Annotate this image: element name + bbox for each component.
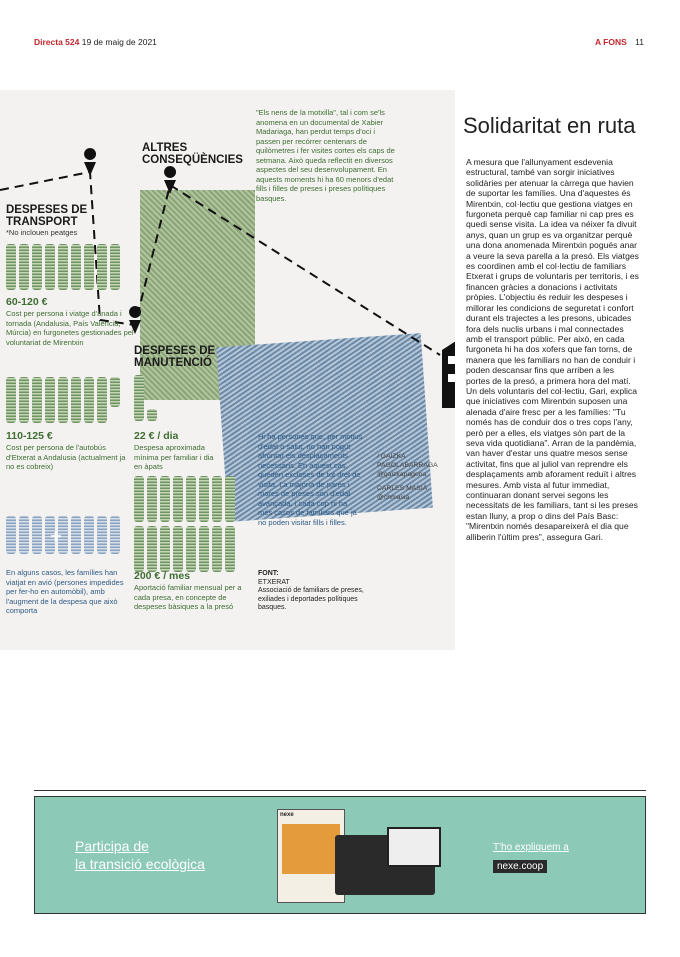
section-name: A FONS	[595, 37, 627, 47]
ad-url[interactable]: nexe.coop	[493, 860, 547, 873]
credit-line: @chmasia	[377, 494, 410, 501]
advertisement[interactable]	[34, 796, 646, 914]
transport-cost1-amount: 60-120 €	[6, 296, 48, 308]
ad-cta[interactable]: T'ho expliquem a	[493, 842, 569, 853]
credit-line: CARLES MASIÀ	[377, 485, 428, 492]
coins-food-month	[134, 476, 244, 572]
food-day-amount: 22 € / dia	[134, 430, 179, 442]
food-day-text: Despesa aproximada mínima per familiar i dia en àpats	[134, 443, 214, 471]
map-pin-icon	[164, 166, 176, 194]
coins-transport-2	[6, 377, 120, 423]
source-block	[258, 570, 368, 613]
transport-title: DESPESES DE TRANSPORT	[6, 204, 88, 228]
transport-cost1-text: Cost per persona i viatge d'anada i tornada (Andalusia, País Valencià, Múrcia) en furgonetes gestionades pel voluntariat de Mirentxin	[6, 309, 134, 347]
other-text: "Els nens de la motxilla", tal i com se'ls anomena en un documental de Xabier Madariaga, han perdut temps d'oci i passen per recórrer centenars de quilòmetres i fer visites cortes els caps de setmana. Això queda reflectit en diversos aspectes del seu desenvolupament. En aquests moments hi ha 60 menors d'edat fills i filles de preses i preses polítiques basques.	[256, 108, 395, 203]
other-title: ALTRES CONSEQÜÈNCIES	[142, 142, 243, 166]
magazine-title: nexe	[280, 812, 294, 818]
credit-line: / GAIZKA	[377, 453, 406, 460]
plus-icon: +	[50, 526, 62, 548]
article-paragraph: A mesura que l'allunyament esdevenia estructural, també van sorgir iniciatives solidàries per atenuar la càrrega que havien de suportar les famílies. Una d'aquestes és Mirentxin, col·lectiu que gestiona viatges en furgoneta perquè cap familiar ni cap pres es quedi sense visita. La idea va néixer fa divuit anys, quan un grup es va organitzar perquè una dona anomenada Mirentxin pogués anar a veure la seva parella a la presó. Els viatges es coordinen amb el col·lectiu de familiars Etxerat i grups de voluntaris per territoris, i es financen gràcies a donacions i activitats pròpies. L'objectiu és reduir les despeses i millorar les condicions de seguretat i confort durant els trajectes a les presons, ubicades fora dels nuclis urbans i mal connectades amb el transport públic. Per això, en cada furgoneta hi ha dos xofers que fan torns, de manera que les familiars no han de conduir i poden descansar fins que arriben a les portes de la presó, a primera hora del matí. Un dels voluntaris del col·lectiu, Gari, explica que iniciatives com Mirentxin suposen una alenada d'aire fresc per a les famílies: "Tu només has de conduir dos o tres cops l'any, però per a elles, els viatges són part de la seva vida quotidiana". Arran de la pandèmia, van haver d'estar uns quatre mesos sense activitat, fins que al juliol van reprendre els desplaçaments amb aforament reduït i altres mesures. Amb vista al futur immediat, continuaran donant servei segons les necessitats de les familiars, tant si les preses estan lluny, a prop o dins del País Basc: "Mirentxin només desapareixerà el dia que alliberin l'últim pres", assegura Gari.	[466, 157, 639, 542]
ad-line: la transició ecològica	[75, 856, 205, 872]
ad-line: Participa de	[75, 838, 149, 854]
food-month-amount: 200 € / mes	[134, 570, 191, 582]
credit-line: @gaizkapagona	[377, 471, 427, 478]
prison-building-icon	[440, 330, 455, 410]
divider	[34, 790, 646, 791]
article-title: Solidaritat en ruta	[463, 113, 636, 138]
map-pin-icon	[84, 148, 96, 176]
transport-note: *No inclouen peatges	[6, 228, 78, 237]
page-header-right	[595, 37, 644, 47]
ad-headline	[75, 837, 205, 873]
people-text: Hi ha persones que, per motius d'edat o salut, no han pogut afrontar els desplaçaments necessaris. En aquest cas, queden excloses de tot dret de visita. La majoria de pares i mares de preses són d'edat avançada, i cada cop hi ha més casos de familiars que ja no poden visitar fills i filles.	[258, 432, 363, 527]
coins-transport-plane	[6, 516, 120, 554]
infographic	[0, 90, 455, 650]
source-org: ETXERAT	[258, 578, 290, 586]
page-number: 11	[635, 37, 644, 47]
brand-name: Directa 524	[34, 37, 80, 47]
transport-cost2-text: Cost per persona de l'autobús d'Etxerat a Andalusia (actualment ja no es cobreix)	[6, 443, 126, 471]
page-header-left	[34, 37, 157, 47]
tablet-screen	[387, 827, 441, 867]
credit-line: PAGOLABARRAGA	[377, 462, 438, 469]
food-month-text: Aportació familiar mensual per a cada presa, en concepte de despeses bàsiques a la presó	[134, 583, 242, 611]
photo-credits	[377, 452, 438, 502]
transport-cost2-amount: 110-125 €	[6, 430, 53, 442]
source-desc: Associació de familiars de preses, exiliades i deportades polítiques basques.	[258, 587, 364, 611]
article-body	[466, 157, 640, 542]
food-title: DESPESES DE MANUTENCIÓ	[134, 345, 216, 369]
plane-text: En alguns casos, les famílies han viatjat en avió (persones impedides per fer-ho en automòbil), amb l'augment de la despesa que això comporta	[6, 568, 124, 615]
source-label: FONT:	[258, 570, 279, 577]
issue-date: 19 de maig de 2021	[81, 37, 157, 47]
coins-transport-1	[6, 244, 120, 290]
coins-food-day	[134, 375, 157, 421]
